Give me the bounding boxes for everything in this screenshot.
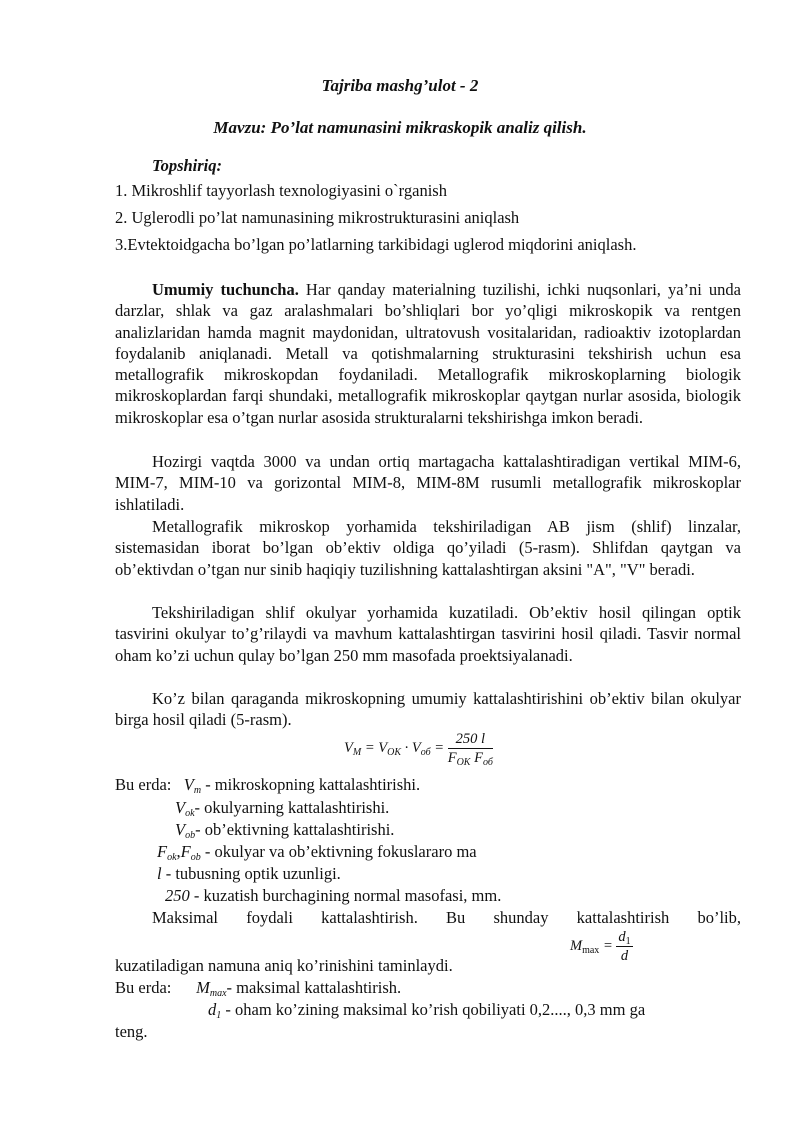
formula-symbol: F — [447, 750, 457, 766]
paragraph-microscopes — [115, 451, 741, 515]
legend-text: - maksimal kattalashtirish. — [226, 978, 402, 997]
legend-row-3 — [175, 820, 394, 840]
paragraph-magnification — [115, 688, 741, 731]
formula-subscript: M — [352, 746, 362, 758]
formula-operator: = — [430, 739, 448, 756]
legend2-row-1 — [115, 978, 401, 998]
general-paragraph — [115, 279, 741, 428]
formula-fraction — [448, 730, 493, 767]
formula-symbol: V — [344, 739, 353, 756]
formula-subscript: об — [482, 757, 493, 768]
max-magnification-formula — [570, 928, 633, 965]
formula-subscript: 1 — [625, 936, 631, 947]
formula-denominator: d — [620, 948, 629, 964]
paragraph-text: Maksimal foydali kattalashtirish. Bu shunday kattalashtirish bo’lib, — [152, 908, 741, 927]
legend-subscript: max — [209, 988, 227, 999]
formula-symbol: M — [570, 937, 583, 954]
legend-row-6 — [165, 886, 501, 906]
legend-subscript: ok — [167, 852, 177, 863]
formula-symbol: F — [470, 750, 483, 766]
formula-numerator: 250 l — [448, 730, 493, 749]
formula-numerator — [616, 928, 632, 947]
legend-symbol: l — [157, 864, 162, 883]
legend-symbol: V — [175, 820, 186, 839]
legend-row-2 — [175, 798, 389, 818]
formula-fraction — [616, 928, 632, 965]
legend-text: - tubusning optik uzunligi. — [161, 864, 341, 883]
legend-row-4: $F_{ok},F_{ob}$ - okulyar va ob’ektivning fokuslararo ma — [157, 842, 477, 863]
page-title: Tajriba mashg’ulot - 2 — [321, 76, 479, 95]
formula-subscript: OK — [456, 757, 471, 768]
legend-symbol: M — [196, 978, 210, 997]
formula-symbol: V — [378, 739, 388, 756]
formula-operator: = — [361, 739, 379, 756]
legend-symbol: F — [157, 842, 168, 861]
legend-symbol: 250 — [165, 886, 190, 905]
legend-symbol: F — [180, 842, 191, 861]
legend-text: - ob’ektivning kattalashtirishi. — [195, 820, 395, 839]
legend-symbol: V — [175, 798, 186, 817]
task-item-3: 3.Evtektoidgacha bo’lgan po’latlarning tarkibidagi uglerod miqdorini aniqlash. — [115, 235, 637, 254]
legend-text: - okulyar va ob’ektivning fokuslararo ma — [200, 842, 477, 861]
legend-prefix: Bu erda: — [115, 775, 172, 794]
legend-text: - mikroskopning kattalashtirishi. — [201, 775, 421, 794]
formula-symbol: V — [411, 739, 421, 756]
general-text: Har qanday materialning tuzilishi, ichki nuqsonlari, ya’ni unda darzlar, shlak va gaz aralashmalari bo’shliqlari bor yo’qligi mikroskopik va rentgen analizlaridan hamda magnit maydonidan, ultratovush vositalaridan, radioaktiv izotoplardan foydalanib aniqlanadi. Metall va qotishmalarning strukturasini tekshirish uchun esa metallografik mikroskopdan foydaniladi. Metallografik mikroskoplarning biologik mikroskoplardan farqi shundaki, metallografik mikroskoplar qaytgan nurlar asosida, biologik mikroskoplar esa o’tgan nurlar asosida strukturalarni tekshirishga imkon beradi. — [115, 280, 741, 427]
legend-text: - oham ko’zining maksimal ko’rish qobiliyati 0,2...., 0,3 mm ga — [221, 1000, 646, 1019]
paragraph-shlif — [115, 516, 741, 580]
legend2-row-2 — [208, 1000, 645, 1020]
legend-subscript: ob — [185, 830, 196, 841]
formula-subscript: OK — [387, 746, 402, 758]
legend-subscript: 1 — [216, 1010, 222, 1021]
legend-row-1 — [115, 775, 420, 795]
legend-text: - kuzatish burchagining normal masofasi, mm. — [189, 886, 502, 905]
legend-row-5 — [157, 864, 341, 884]
task-item-2: 2. Uglerodli po’lat namunasining mikrostrukturasini aniqlash — [115, 208, 520, 227]
legend-prefix: Bu erda: — [115, 978, 172, 997]
legend-subscript: ob — [190, 852, 201, 863]
max-magnification-continuation: kuzatiladigan namuna aniq ko’rinishini taminlaydi. — [115, 956, 453, 975]
paragraph-okulyar — [115, 602, 741, 666]
magnification-formula — [344, 730, 493, 767]
max-magnification-paragraph — [115, 907, 741, 928]
formula-denominator — [448, 749, 493, 767]
legend-symbol: V — [183, 775, 194, 794]
paragraph-text: Hozirgi vaqtda 3000 va undan ortiq martagacha kattalashtiradigan vertikal MIM-6, MIM-7, MIM-10 va gorizontal MIM-8, MIM-8M rusumli metallografik mikroskoplar ishlatiladi. — [115, 452, 741, 514]
paragraph-text: Tekshiriladigan shlif okulyar yorhamida kuzatiladi. Ob’ektiv hosil qilingan optik tasvirini okulyar to’g’rilaydi va mavhum kattalashtirgan tasvirini hosil qiladi. Tasvir normal oham ko’zi uchun qulay bo’lgan 250 mm masofada proektsiyalanadi. — [115, 603, 741, 665]
legend-text: - okulyarning kattalashtirishi. — [194, 798, 390, 817]
task-heading: Topshiriq: — [152, 156, 222, 175]
legend-subscript: m — [193, 785, 202, 796]
formula-subscript: об — [420, 746, 431, 758]
general-heading: Umumiy tuchuncha. — [152, 280, 299, 299]
formula-symbol: d — [618, 929, 626, 945]
paragraph-text: Metallografik mikroskop yorhamida tekshiriladigan AB jism (shlif) linzalar, sistemasidan iborat bo’lgan ob’ektiv oldiga qo’yiladi (5-rasm). Shlifdan qaytgan va ob’ektivdan o’tgan nur sinib haqiqiy tuzilishning kattalashtirgan aksini "A", "V" beradi. — [115, 517, 741, 579]
paragraph-text: Ko’z bilan qaraganda mikroskopning umumiy kattalashtirishini ob’ektiv bilan okulyar birga hosil qiladi (5-rasm). — [115, 689, 741, 730]
formula-subscript: max — [582, 944, 600, 956]
task-item-1: 1. Mikroshlif tayyorlash texnologiyasini o`rganish — [115, 181, 447, 200]
subject-heading: Mavzu: Po’lat namunasini mikraskopik analiz qilish. — [213, 118, 587, 137]
formula-operator: = — [599, 937, 617, 954]
legend-subscript: ok — [185, 808, 195, 819]
legend-symbol: d — [208, 1000, 217, 1019]
formula-operator: · — [401, 739, 412, 756]
legend2-continuation: teng. — [115, 1022, 148, 1041]
